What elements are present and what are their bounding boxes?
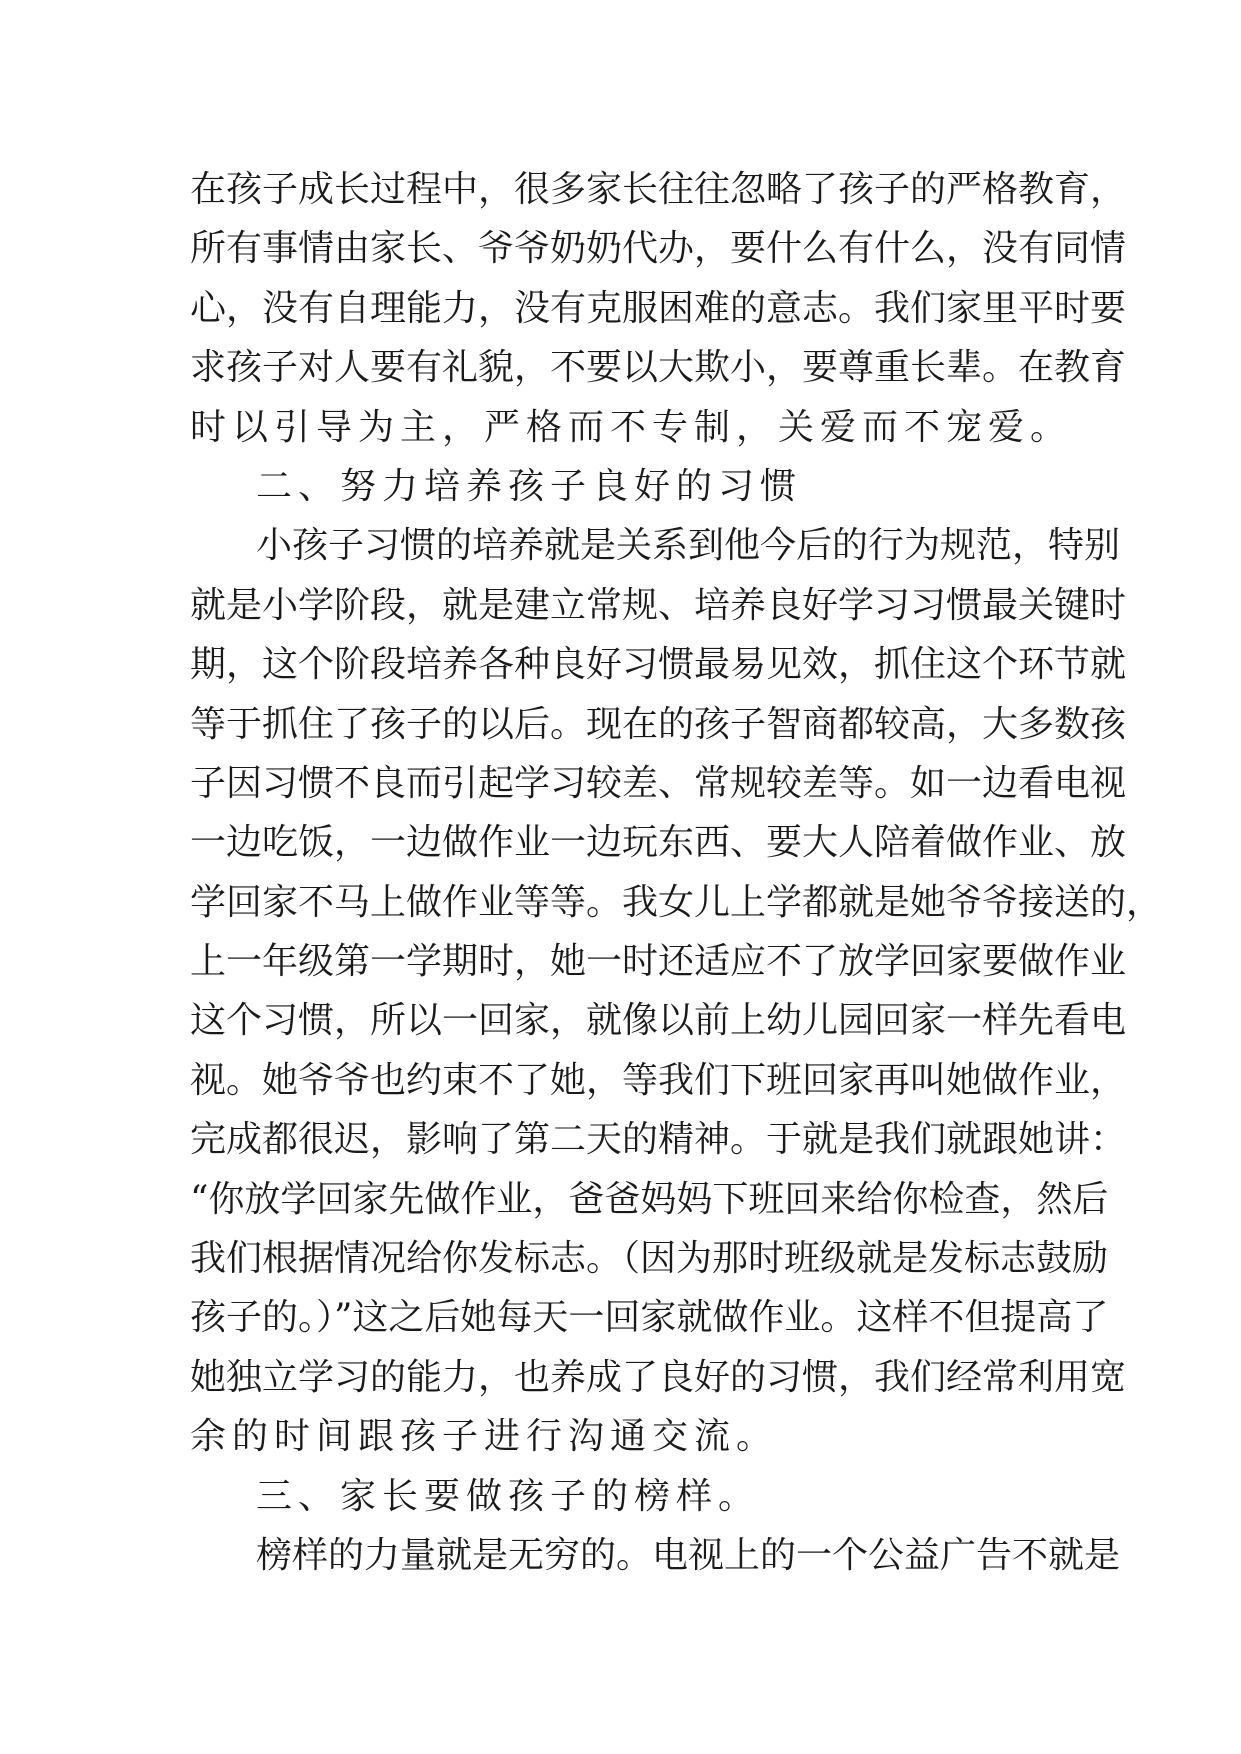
text-line: 时以引导为主，严格而不专制，关爱而不宠爱。: [190, 406, 1073, 448]
text-line: 就是小学阶段，就是建立常规、培养良好学习习惯最关键时: [190, 584, 1127, 626]
text-line: 完成都很迟，影响了第二天的精神。于就是我们就跟她讲：: [190, 1119, 1127, 1161]
text-line: 榜样的力量就是无穷的。电视上的一个公益广告不就是: [256, 1534, 1121, 1576]
text-line: 学回家不马上做作业等等。我女儿上学都就是她爷爷接送的，: [190, 881, 1163, 923]
text-line: 在孩子成长过程中，很多家长往往忽略了孩子的严格教育，: [190, 169, 1127, 210]
text-line: 余的时间跟孩子进行沟通交流。: [190, 1416, 779, 1458]
text-line: 所有事情由家长、爷爷奶奶代办，要什么有什么，没有同情: [190, 228, 1127, 270]
text-line: 等于抓住了孩子的以后。现在的孩子智商都较高，大多数孩: [190, 703, 1127, 745]
text-line: “你放学回家先做作业，爸爸妈妈下班回来给你检查，然后: [190, 1178, 1109, 1220]
text-line: 我们根据情况给你发标志。（因为那时班级就是发标志鼓励: [190, 1238, 1109, 1280]
text-line: 心，没有自理能力，没有克服困难的意志。我们家里平时要: [190, 287, 1127, 329]
section-heading: 二、努力培养孩子良好的习惯: [256, 465, 803, 507]
text-line: 上一年级第一学期时，她一时还适应不了放学回家要做作业: [190, 941, 1127, 983]
section-heading: 三、家长要做孩子的榜样。: [256, 1475, 761, 1517]
text-line: 子因习惯不良而引起学习较差、常规较差等。如一边看电视: [190, 762, 1127, 804]
text-line: 她独立学习的能力，也养成了良好的习惯，我们经常利用宽: [190, 1356, 1127, 1398]
text-line: 求孩子对人要有礼貌，不要以大欺小，要尊重长辈。在教育: [190, 347, 1127, 389]
text-line: 孩子的。）”这之后她每天一回家就做作业。这样不但提高了: [190, 1297, 1109, 1339]
text-line: 这个习惯，所以一回家，就像以前上幼儿园回家一样先看电: [190, 1000, 1127, 1042]
text-line: 视。她爷爷也约束不了她，等我们下班回家再叫她做作业，: [190, 1059, 1127, 1101]
body-text: [190, 160, 1163, 1585]
text-line: 期，这个阶段培养各种良好习惯最易见效，抓住这个环节就: [190, 644, 1127, 686]
text-line: 小孩子习惯的培养就是关系到他今后的行为规范，特别: [256, 525, 1121, 567]
text-line: 一边吃饭，一边做作业一边玩东西、要大人陪着做作业、放: [190, 822, 1127, 864]
